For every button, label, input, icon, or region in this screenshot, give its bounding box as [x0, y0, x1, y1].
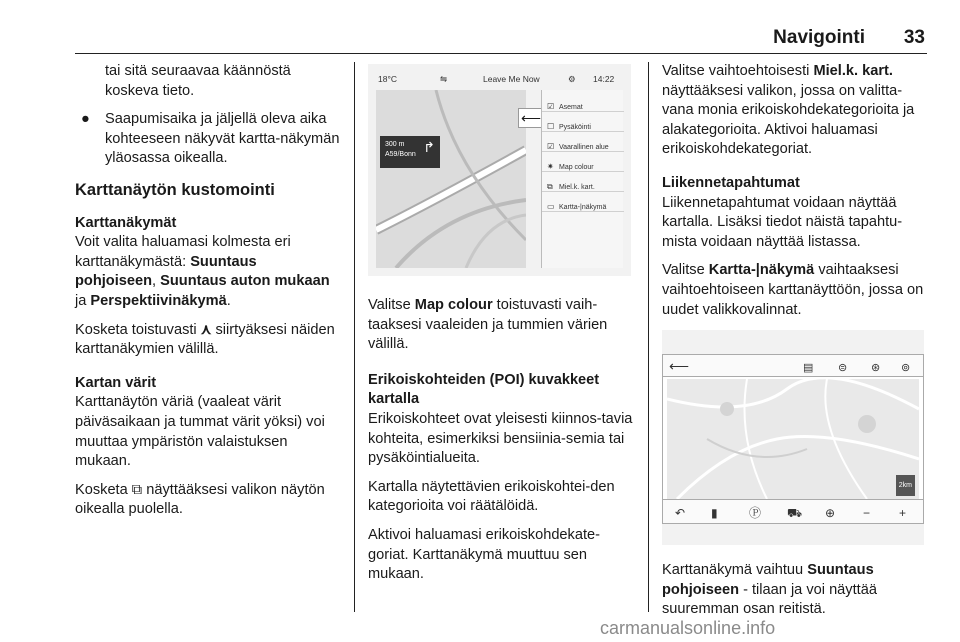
map-view[interactable] — [376, 90, 526, 268]
bold-term: Suuntaus auton mukaan — [160, 273, 330, 290]
section-header-title: Navigointi — [773, 27, 865, 48]
menu-item-label: Vaarallinen alue — [559, 144, 609, 151]
map-top-bar — [663, 355, 923, 377]
column-divider-2 — [648, 62, 649, 612]
text-span: toistuvasti vaih-taaksesi vaaleiden ja tummien värien välillä. — [368, 297, 608, 353]
map-colour-paragraph — [368, 296, 633, 355]
menu-item-label: Miel.k. kart. — [559, 184, 595, 191]
back-arrow-icon[interactable]: ⟵ — [518, 108, 544, 128]
map-roads — [667, 379, 919, 499]
truck-icon[interactable]: ⛟ — [787, 506, 803, 521]
text-span: , — [152, 273, 161, 290]
menu-item-map-colour[interactable] — [542, 152, 624, 172]
sun-icon: ✷ — [547, 162, 554, 171]
turn-right-icon: ↱ — [423, 139, 435, 155]
north-up-paragraph — [662, 561, 930, 620]
bold-term: Kartta-|näkymä — [708, 262, 815, 279]
compass-icon[interactable]: ⊛ — [871, 362, 881, 375]
subsection-title-map-views: Karttanäkymät — [75, 214, 177, 231]
bold-term: Suuntaus pohjoiseen — [75, 253, 257, 290]
column-1 — [75, 62, 340, 529]
column-divider-1 — [354, 62, 355, 612]
scale-label: 2km — [896, 475, 915, 497]
map-view-icon: ▭ — [547, 202, 555, 211]
text-span: Valitse — [662, 262, 709, 279]
text-span: näyttääksesi valikon, jossa on valitta-vana monia erikoiskohdekategorioita ja alakategorioita. Aktivoi haluamasi erikoiskohdekategoriat. — [662, 82, 915, 158]
usb-icon: ⇋ — [440, 74, 448, 84]
screenshot-map-menu — [368, 64, 631, 276]
poi-filter-icon[interactable]: ⊜ — [838, 362, 848, 375]
map-options-menu — [541, 90, 623, 268]
section-title: Karttanäytön kustomointi — [75, 180, 275, 199]
text-span: vaihtaaksesi vaihtoehtoiseen karttanäyttöön, jossa on uudet valikkovalinnat. — [662, 262, 924, 318]
now-playing: Leave Me Now — [483, 74, 540, 84]
text-span: Valitse vaihtoehtoisesti — [662, 63, 814, 79]
menu-item-map-view[interactable] — [542, 192, 624, 212]
menu-item-poi-map[interactable] — [542, 172, 624, 192]
bold-term: Suuntaus pohjoiseen — [662, 562, 874, 598]
menu-item-asemat[interactable] — [542, 92, 624, 112]
view-toggle-icon: ⋏ — [200, 321, 212, 338]
traffic-paragraph-1: Liikennetapahtumat voidaan näyttää kartalla. Lisäksi tiedot näistä tapahtu-mista voidaan näyttää listassa. — [662, 194, 903, 250]
poi-paragraph-2: Kartalla näytettävien erikoiskohtei-den kategorioita voi räätälöidä. — [368, 478, 615, 515]
watermark: carmanualsonline.info — [600, 618, 776, 638]
add-location-icon[interactable]: ⊕ — [825, 506, 836, 521]
map-colors-paragraph: Karttanäytön väriä (vaaleat värit päiväsaikaan ja tummat värit yöksi) voi muuttaa ympäristön valaistuksen mukaan. — [75, 394, 325, 470]
text-span: Voit valita haluamasi kolmesta eri karttanäkymästä: — [75, 234, 291, 270]
turn-road: A59/Bonn — [385, 151, 416, 158]
poi-paragraph-3: Aktivoi haluamasi erikoiskohdekate-goriat. Karttanäkymä muuttuu sen mukaan. — [368, 526, 600, 583]
text-span: Kosketa toistuvasti — [75, 321, 201, 338]
gear-icon: ⚙ — [568, 74, 576, 84]
subsection-title-map-colors: Kartan värit — [75, 374, 157, 391]
text-span: Karttanäkymä vaihtuu — [662, 562, 808, 579]
continued-text: tai sitä seuraavaa käännöstä koskeva tieto. — [105, 63, 291, 99]
fuel-icon[interactable]: ▮ — [711, 506, 718, 521]
text-span: - tilaan ja voi näyttää suuremman osan reitistä. — [662, 581, 877, 618]
toggle-view-paragraph — [75, 321, 340, 360]
back-arrow-icon[interactable]: ⟵ — [669, 358, 690, 375]
subsection-title-poi: Erikoiskohteiden (POI) kuvakkeet kartalla — [368, 371, 600, 408]
list-icon[interactable]: ▤ — [803, 362, 814, 375]
column-2 — [368, 62, 633, 594]
text-span: näyttääksesi valikon näytön oikealla puolella. — [75, 481, 325, 518]
turn-instruction — [380, 136, 440, 168]
undo-icon[interactable]: ↶ — [675, 506, 686, 521]
zoom-in-icon[interactable]: + — [899, 506, 907, 521]
map-views-paragraph — [75, 233, 340, 311]
poi-paragraph-1: Erikoiskohteet ovat yleisesti kiinnos-tavia kohteita, esimerkiksi bensiinia-semia tai pysäköintialueita. — [368, 410, 633, 467]
column-3 — [662, 62, 930, 629]
poi-map-paragraph — [662, 62, 930, 160]
page-number: 33 — [903, 27, 925, 48]
text-span: Kosketa — [75, 481, 132, 498]
map-roads — [376, 90, 526, 268]
checkbox-icon: ☐ — [547, 122, 555, 131]
temperature: 18°C — [378, 74, 397, 84]
poi-icon: ⧉ — [547, 182, 553, 191]
checkbox-icon: ☑ — [547, 142, 555, 151]
menu-item-parking[interactable] — [542, 112, 624, 132]
turn-distance: 300 m — [385, 141, 405, 148]
bullet-text: Saapumisaika ja jäljellä oleva aika kohteeseen näkyvät kartta-näkymän yläosassa oikealla. — [105, 111, 340, 167]
bold-term: Map colour — [414, 297, 493, 313]
menu-item-label: Map colour — [559, 164, 594, 171]
map-bottom-bar — [663, 499, 923, 523]
page-header — [75, 24, 927, 54]
checkbox-icon: ☑ — [547, 102, 555, 111]
status-bar — [368, 64, 631, 86]
menu-item-label: Asemat — [559, 104, 583, 111]
text-span: Valitse — [368, 297, 415, 313]
screenshot-north-up-map — [662, 330, 924, 545]
subsection-title-traffic: Liikennetapahtumat — [662, 174, 800, 191]
clock: 14:22 — [593, 74, 615, 84]
text-span: . — [226, 292, 231, 309]
bold-term: Miel.k. kart. — [813, 63, 893, 79]
parking-icon[interactable]: Ⓟ — [749, 506, 762, 521]
text-span: ja — [75, 292, 91, 309]
bullet-dot: ● — [81, 111, 90, 128]
menu-item-danger-zone[interactable] — [542, 132, 624, 152]
menu-paragraph — [75, 481, 340, 520]
bullet-item — [75, 110, 340, 169]
menu-item-label: Kartta-|näkymä — [559, 204, 607, 211]
traffic-paragraph-2 — [662, 261, 930, 320]
menu-icon: ⧉ — [131, 481, 143, 498]
map-view[interactable] — [667, 379, 919, 499]
traffic-icon[interactable]: ⊚ — [901, 362, 911, 375]
map-screen — [662, 354, 924, 524]
zoom-out-icon[interactable]: − — [863, 506, 871, 521]
text-span: siirtyäksesi näiden karttanäkymien välillä. — [75, 321, 335, 358]
menu-item-label: Pysäköinti — [559, 124, 591, 131]
bold-term: Perspektiivinäkymä — [90, 292, 227, 309]
